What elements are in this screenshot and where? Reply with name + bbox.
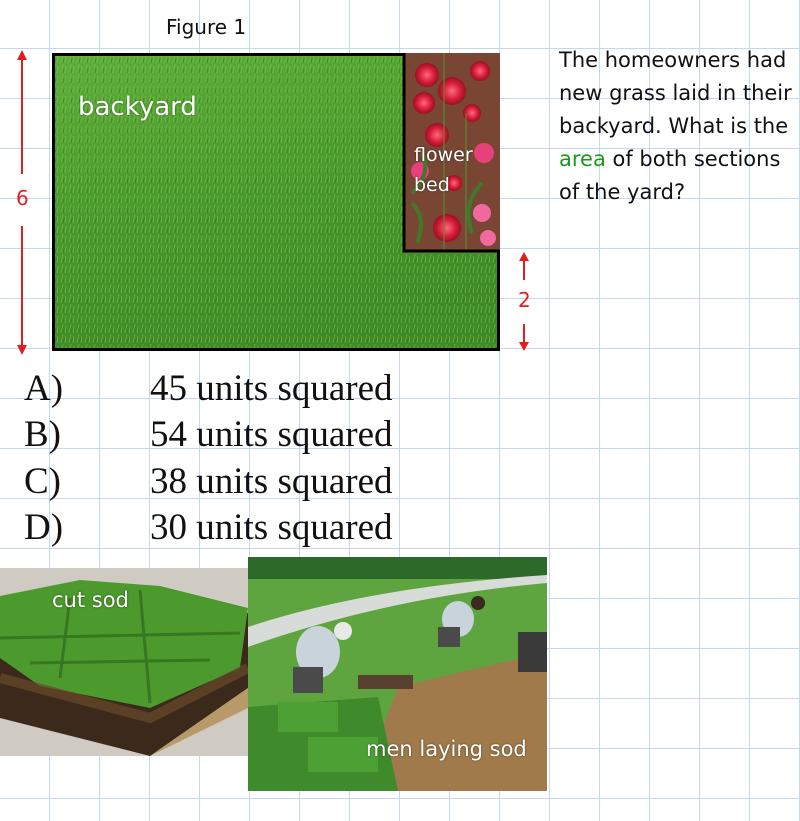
step-dimension-label: 2 bbox=[518, 288, 531, 312]
men-laying-sod-caption: men laying sod bbox=[366, 737, 527, 761]
cut-sod-caption: cut sod bbox=[52, 588, 129, 612]
flower-bed-label-line1: flower bbox=[414, 144, 473, 166]
answer-choice-c[interactable] bbox=[24, 459, 393, 505]
question-text-end: of both sections of the yard? bbox=[559, 147, 781, 204]
answer-choice-d[interactable] bbox=[24, 505, 393, 551]
flower-bed-label-line2: bed bbox=[414, 174, 450, 196]
choice-text: 54 units squared bbox=[150, 414, 393, 455]
figure-title: Figure 1 bbox=[166, 15, 247, 39]
cut-sod-photo bbox=[0, 568, 248, 756]
answer-choice-a[interactable] bbox=[24, 366, 393, 412]
question-accent-word: area bbox=[559, 147, 606, 171]
choice-text: 38 units squared bbox=[150, 461, 393, 502]
backyard-label: backyard bbox=[78, 92, 197, 122]
choice-letter: A) bbox=[24, 368, 64, 409]
question-text-start: The homeowners had new grass laid in their backyard. What is the bbox=[559, 48, 792, 138]
choice-text: 30 units squared bbox=[150, 507, 393, 548]
choice-letter: D) bbox=[24, 507, 64, 548]
choice-text: 45 units squared bbox=[150, 368, 393, 409]
height-dimension-label: 6 bbox=[16, 186, 29, 210]
choice-letter: C) bbox=[24, 461, 61, 502]
choice-letter: B) bbox=[24, 414, 61, 455]
flower-bed-label bbox=[414, 140, 473, 200]
men-laying-sod-photo bbox=[248, 557, 547, 791]
answer-choice-b[interactable] bbox=[24, 412, 393, 458]
question-text bbox=[559, 44, 795, 209]
